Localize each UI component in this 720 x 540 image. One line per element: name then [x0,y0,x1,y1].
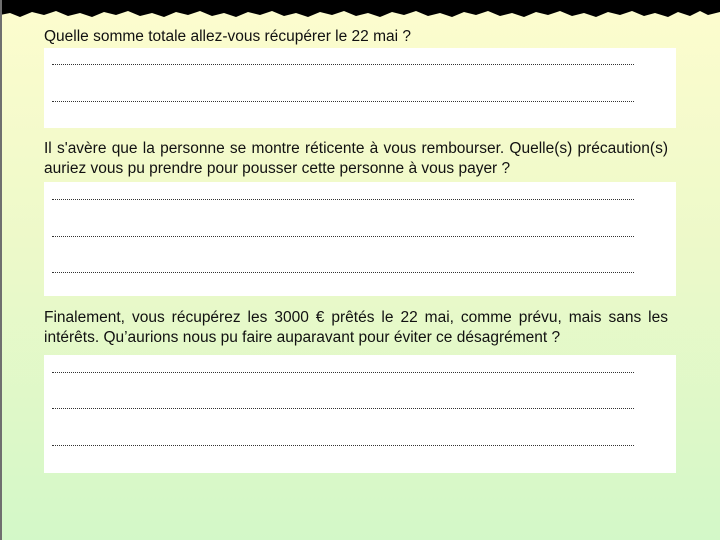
answer-line [52,199,634,200]
page-left-border [0,0,2,540]
answer-box-1[interactable] [44,48,676,128]
torn-paper-edge [0,0,720,22]
answer-line [52,408,634,409]
answer-box-2[interactable] [44,182,676,296]
answer-line [52,64,634,65]
question-1-text: Quelle somme totale allez-vous récupérer le 22 mai ? [44,28,412,45]
answer-box-3[interactable] [44,355,676,473]
answer-line [52,101,634,102]
answer-line [52,372,634,373]
answer-line [52,236,634,237]
answer-line [52,445,634,446]
question-2-text: Il s'avère que la personne se montre réticente à vous rembourser. Quelle(s) précaution(s) auriez vous pu prendre pour pousser cette personne à vous payer ? [44,140,668,177]
question-3-text: Finalement, vous récupérez les 3000 € prêtés le 22 mai, comme prévu, mais sans les intérêts. Qu’aurions nous pu faire auparavant pour éviter ce désagrément ? [44,309,668,346]
answer-line [52,272,634,273]
